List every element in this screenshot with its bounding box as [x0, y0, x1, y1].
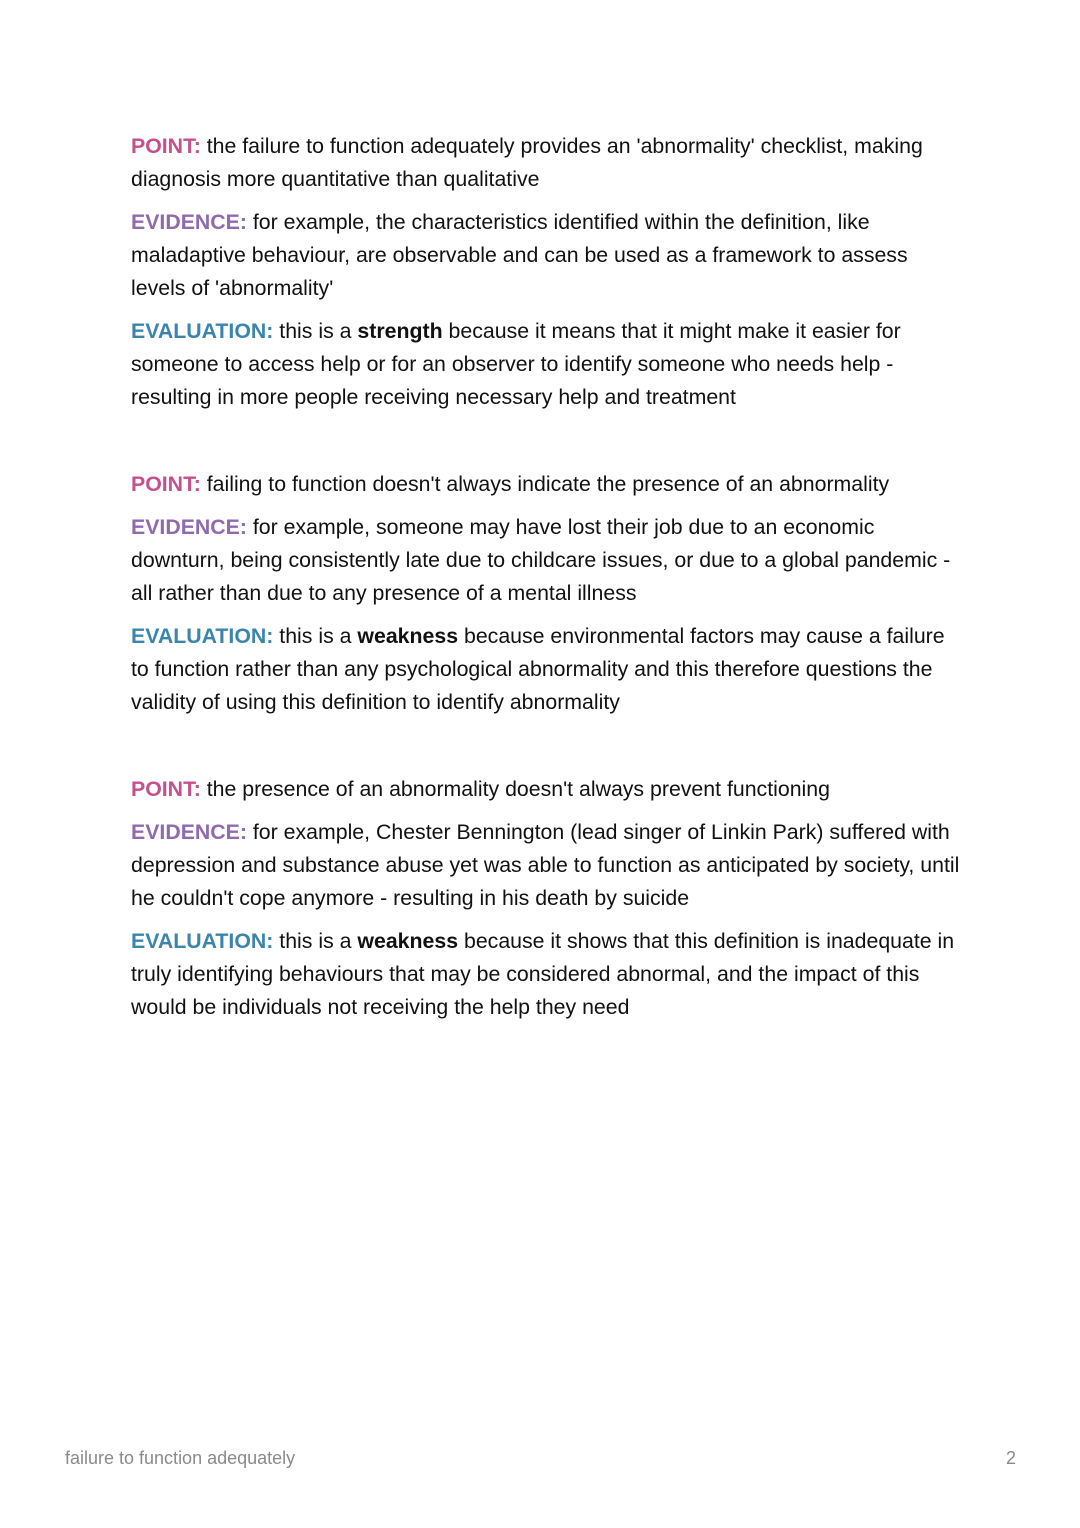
evaluation-text: because it means that it might make it easier for someone to access help or for an observer to identify someone who needs help - resulting in more people receiving necessary help and treatment — [131, 319, 901, 409]
evidence-label: EVIDENCE: — [131, 820, 247, 844]
evidence-text: for example, the characteristics identified within the definition, like maladaptive behaviour, are observable and can be used as a framework to assess levels of 'abnormality' — [131, 210, 908, 300]
point-label: POINT: — [131, 134, 201, 158]
evaluation-keyword: weakness — [357, 929, 459, 953]
point-label: POINT: — [131, 472, 201, 496]
evidence-paragraph — [131, 206, 961, 305]
evaluation-label: EVALUATION: — [131, 929, 274, 953]
evidence-paragraph — [131, 816, 961, 915]
evidence-text: for example, someone may have lost their job due to an economic downturn, being consistently late due to childcare issues, or due to a global pandemic - all rather than due to any presence of a mental illness — [131, 515, 951, 605]
document-body — [131, 130, 961, 1034]
pee-block-1 — [131, 130, 961, 414]
evidence-text: for example, Chester Bennington (lead singer of Linkin Park) suffered with depression and substance abuse yet was able to function as anticipated by society, until he couldn't cope anymore - resulting in his death by suicide — [131, 820, 960, 910]
footer-title: failure to function adequately — [65, 1448, 296, 1468]
evidence-paragraph — [131, 511, 961, 610]
point-text: the failure to function adequately provides an 'abnormality' checklist, making diagnosis more quantitative than qualitative — [131, 134, 923, 191]
point-paragraph — [131, 773, 961, 806]
evaluation-keyword: strength — [357, 319, 443, 343]
pee-block-2 — [131, 468, 961, 719]
evaluation-label: EVALUATION: — [131, 624, 274, 648]
evaluation-text: because it shows that this definition is inadequate in truly identifying behaviours that may be considered abnormal, and the impact of this would be individuals not receiving the help they need — [131, 929, 955, 1019]
evaluation-text: because environmental factors may cause a failure to function rather than any psychological abnormality and this therefore questions the validity of using this definition to identify abnormality — [131, 624, 945, 714]
pee-block-3 — [131, 773, 961, 1024]
point-paragraph — [131, 468, 961, 501]
point-label: POINT: — [131, 777, 201, 801]
evaluation-keyword: weakness — [357, 624, 459, 648]
evaluation-label: EVALUATION: — [131, 319, 274, 343]
evaluation-prefix: this is a — [273, 624, 358, 648]
evaluation-paragraph — [131, 620, 961, 719]
evidence-label: EVIDENCE: — [131, 515, 247, 539]
evaluation-prefix: this is a — [273, 929, 358, 953]
point-paragraph — [131, 130, 961, 196]
evaluation-paragraph — [131, 315, 961, 414]
evaluation-prefix: this is a — [273, 319, 358, 343]
evidence-label: EVIDENCE: — [131, 210, 247, 234]
page-number: 2 — [1005, 1448, 1016, 1468]
evaluation-paragraph — [131, 925, 961, 1024]
point-text: failing to function doesn't always indicate the presence of an abnormality — [200, 472, 890, 496]
point-text: the presence of an abnormality doesn't always prevent functioning — [200, 777, 830, 801]
